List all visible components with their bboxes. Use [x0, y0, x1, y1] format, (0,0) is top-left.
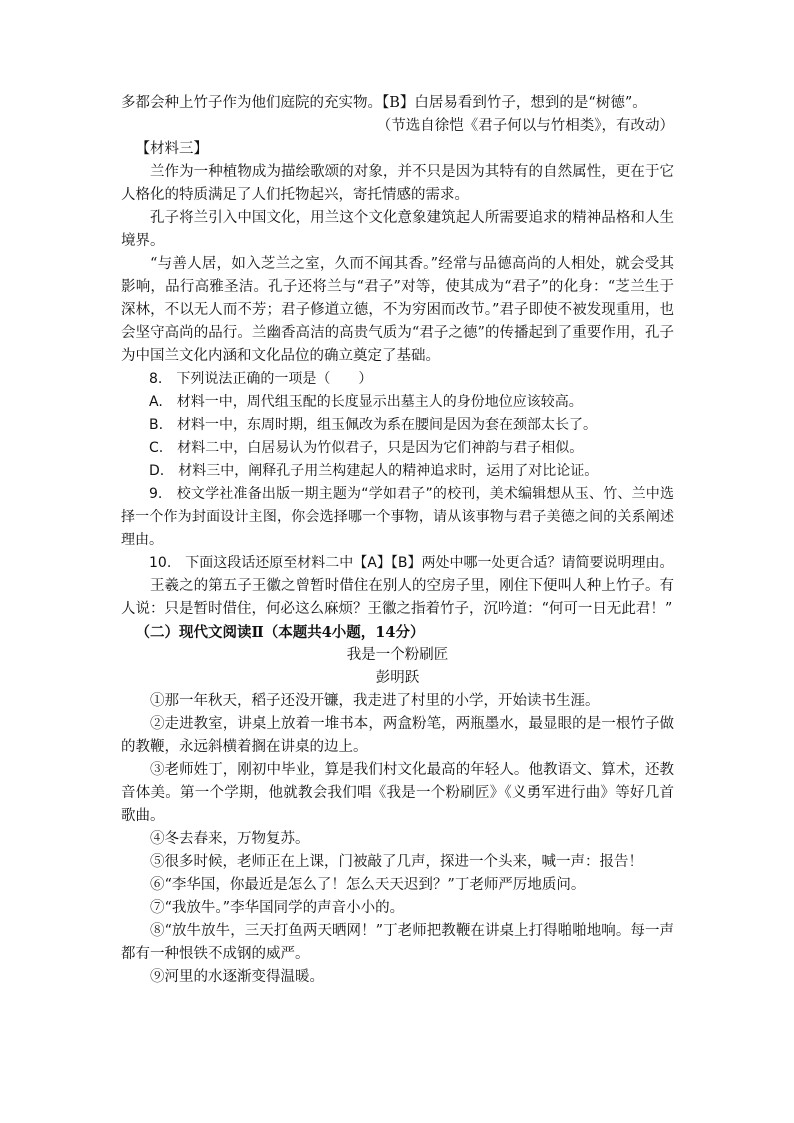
question-8-option-a: A. 材料一中，周代组玉配的长度显示出墓主人的身份地位应该较高。 [149, 394, 583, 410]
article-paragraph: ③老师姓丁，刚初中毕业，算是我们村文化最高的年轻人。他教语文、算术，还教音体美。第一个学期，他就教会我们唱《我是一个粉刷匠》《义勇军进行曲》等好几首歌曲。 [121, 762, 674, 824]
material3-paragraph: 孔子将兰引入中国文化，用兰这个文化意象建筑起人所需要追求的精神品格和人生境界。 [121, 210, 674, 249]
material3-paragraph: “与善人居，如入芝兰之室，久而不闻其香。”经常与品德高尚的人相处，就会受其影响，品行高雅圣洁。孔子还将兰与“君子”对等，使其成为“君子”的化身：“芝兰生于深林，不以无人而不芳；君子修道立德，不为穷困而改节。”君子即使不被发现重用，也会坚守高尚的品行。兰幽香高洁的高贵气质为“君子之德”的传播起到了重要作用，孔子为中国兰文化内涵和文化品位的确立奠定了基础。 [121, 256, 674, 364]
question-8-option-c: C. 材料二中，白居易认为竹似君子，只是因为它们神韵与君子相似。 [149, 440, 584, 456]
material2-source: （节选自徐恺《君子何以与竹相类》，有改动） [376, 118, 674, 134]
question-8-option-b: B. 材料一中，东周时期，组玉佩改为系在腰间是因为套在颈部太长了。 [149, 417, 598, 433]
article-paragraph: ⑥“李华国，你最近是怎么了！怎么天天迟到？”丁老师严厉地质问。 [150, 877, 586, 893]
article-title: 我是一个粉刷匠 [346, 647, 449, 663]
article-paragraph: ⑦“我放牛。”李华国同学的声音小小的。 [150, 900, 405, 916]
article-paragraph: ④冬去春来，万物复苏。 [150, 831, 310, 847]
document-body [121, 92, 674, 989]
material3-heading: 【材料三】 [135, 141, 208, 157]
question-8: 8. 下列说法正确的一项是（ ） [149, 371, 373, 387]
article-author: 彭明跃 [375, 670, 420, 686]
article-paragraph: ⑧“放牛放牛，三天打鱼两天晒网！”丁老师把教鞭在讲桌上打得啪啪地响。每一声都有一种恨铁不成钢的威严。 [121, 923, 674, 962]
question-10-passage: 王羲之的第五子王徽之曾暂时借住在别人的空房子里，刚住下便叫人种上竹子。有人说：只是暂时借住，何必这么麻烦？王徽之指着竹子，沉吟道：“何可一日无此君！” [121, 578, 674, 617]
material2-closing-paragraph: 多都会种上竹子作为他们庭院的充实物。【B】白居易看到竹子，想到的是“树德”。 [121, 95, 647, 111]
question-8-option-d: D. 材料三中，阐释孔子用兰构建起人的精神追求时，运用了对比论证。 [149, 463, 599, 479]
article-paragraph: ⑨河里的水逐渐变得温暖。 [150, 969, 324, 985]
question-9: 9. 校文学社准备出版一期主题为“学如君子”的校刊，美术编辑想从玉、竹、兰中选择一个作为封面设计主图，你会选择哪一个事物，请从该事物与君子美德之间的关系阐述理由。 [121, 486, 674, 548]
article-paragraph: ②走进教室，讲桌上放着一堆书本，两盒粉笔，两瓶墨水，最显眼的是一根竹子做的教鞭，永远斜横着搁在讲桌的边上。 [121, 716, 674, 755]
article-paragraph: ①那一年秋天，稻子还没开镰，我走进了村里的小学，开始读书生涯。 [150, 693, 600, 709]
question-10: 10. 下面这段话还原至材料二中【A】【B】两处中哪一处更合适？请简要说明理由。 [149, 555, 674, 571]
section-heading: （二）现代文阅读Ⅱ（本题共4小题，14分） [135, 624, 425, 641]
material3-paragraph: 兰作为一种植物成为描绘歌颂的对象，并不只是因为其特有的自然属性，更在于它人格化的特质满足了人们托物起兴，寄托情感的需求。 [121, 164, 674, 203]
article-paragraph: ⑤很多时候，老师正在上课，门被敲了几声，探进一个头来，喊一声：报告！ [150, 854, 643, 870]
